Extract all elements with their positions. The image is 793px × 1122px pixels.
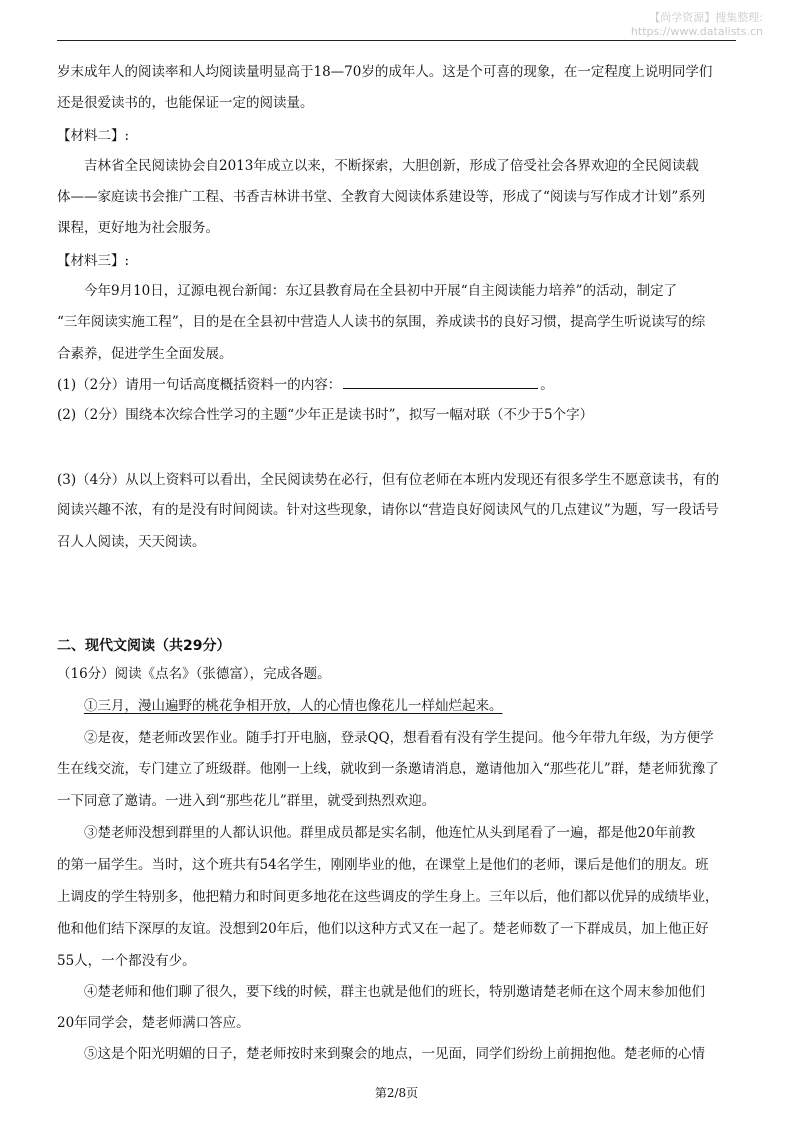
text-line: 吉林省全民阅读协会自2013年成立以来，不断探索，大胆创新，形成了倍受社会各界欢迎的全民阅读载 bbox=[84, 158, 699, 174]
text-line: ④楚老师和他们聊了很久，要下线的时候，群主也就是他们的班长，特别邀请楚老师在这个周末参加他们 bbox=[84, 984, 705, 1000]
paragraph-1: ①三月，漫山遍野的桃花争相开放，人的心情也像花儿一样灿烂起来。 bbox=[84, 698, 503, 714]
text-line: “三年阅读实施工程”，目的是在全县初中营造人人读书的氛围，养成读书的良好习惯，提高学生听说读写的综 bbox=[57, 314, 706, 330]
page-number: 第2/8页 bbox=[374, 1086, 419, 1100]
question-1-text: (1)（2分）请用一句话高度概括资料一的内容： bbox=[57, 377, 342, 393]
watermark-line1: 【尚学资源】搜集整理: bbox=[649, 11, 763, 24]
text-line: 他和他们结下深厚的友谊。没想到20年后，他们以这种方式又在一起了。楚老师数了一下群成员，加上他正好 bbox=[57, 921, 709, 937]
text-line: 的第一届学生。当时，这个班共有54名学生，刚刚毕业的他，在课堂上是他们的老师，课后是他们的朋友。班 bbox=[57, 857, 709, 873]
question-3-line: (3)（4分）从以上资料可以看出，全民阅读势在必行，但有位老师在本班内发现还有很多学生不愿意读书，有的 bbox=[57, 472, 720, 488]
text-line: 还是很爱读书的，也能保证一定的阅读量。 bbox=[57, 95, 314, 111]
text-line: 体——家庭读书会推广工程、书香吉林讲书堂、全教育大阅读体系建设等，形成了“阅读与写作成才计划”系列 bbox=[57, 189, 706, 205]
material-3-label: 【材料三】: bbox=[57, 253, 130, 269]
question-1-end: 。 bbox=[540, 377, 554, 393]
question-3-line: 阅读兴趣不浓，有的是没有时间阅读。针对这些现象，请你以“营造良好阅读风气的几点建议”为题，写一段话号 bbox=[57, 502, 719, 518]
section-2-heading: 二、现代文阅读（共29分） bbox=[57, 638, 231, 654]
text-line: 20年同学会，楚老师满口答应。 bbox=[57, 1015, 250, 1031]
text-line: 一下同意了邀请。一进入到“那些花儿”群里，就受到热烈欢迎。 bbox=[57, 793, 436, 809]
text-line: 上调皮的学生特别多，他把精力和时间更多地花在这些调皮的学生身上。三年以后，他们都以优异的成绩毕业， bbox=[57, 889, 719, 905]
text-line: ⑤这是个阳光明媚的日子，楚老师按时来到聚会的地点，一见面，同学们纷纷上前拥抱他。楚老师的心情 bbox=[84, 1046, 705, 1062]
answer-blank[interactable] bbox=[343, 376, 538, 389]
header-rule bbox=[57, 40, 736, 41]
watermark-line2: https://www.datalists.cn bbox=[630, 25, 763, 38]
text-line: 生在线交流，专门建立了班级群。他刚一上线，就收到一条邀请消息，邀请他加入“那些花儿”群，楚老师犹豫了 bbox=[57, 761, 719, 777]
text-line: 合素养，促进学生全面发展。 bbox=[57, 346, 233, 362]
question-1 bbox=[57, 375, 554, 395]
text-line: ②是夜，楚老师改罢作业。随手打开电脑，登录QQ，想看看有没有学生提问。他今年带九年级，为方便学 bbox=[84, 730, 714, 746]
section-2-intro: （16分）阅读《点名》（张德富），完成各题。 bbox=[57, 666, 331, 682]
material-2-label: 【材料二】: bbox=[57, 128, 130, 144]
watermark bbox=[631, 11, 763, 39]
text-line: 55人，一个都没有少。 bbox=[57, 953, 196, 969]
text-line: ③楚老师没想到群里的人都认识他。群里成员都是实名制，他连忙从头到尾看了一遍，都是他20年前教 bbox=[84, 825, 696, 841]
text-line: 岁末成年人的阅读率和人均阅读量明显高于18—70岁的成年人。这是个可喜的现象，在一定程度上说明同学们 bbox=[57, 64, 713, 80]
question-3-line: 召人人阅读，天天阅读。 bbox=[57, 534, 206, 550]
question-2: (2)（2分）围绕本次综合性学习的主题“少年正是读书时”，拟写一幅对联（不少于5个字） bbox=[57, 407, 594, 423]
text-line: 今年9月10日，辽源电视台新闻：东辽县教育局在全县初中开展“自主阅读能力培养”的活动，制定了 bbox=[84, 283, 678, 299]
text-line: 课程，更好地为社会服务。 bbox=[57, 220, 219, 236]
